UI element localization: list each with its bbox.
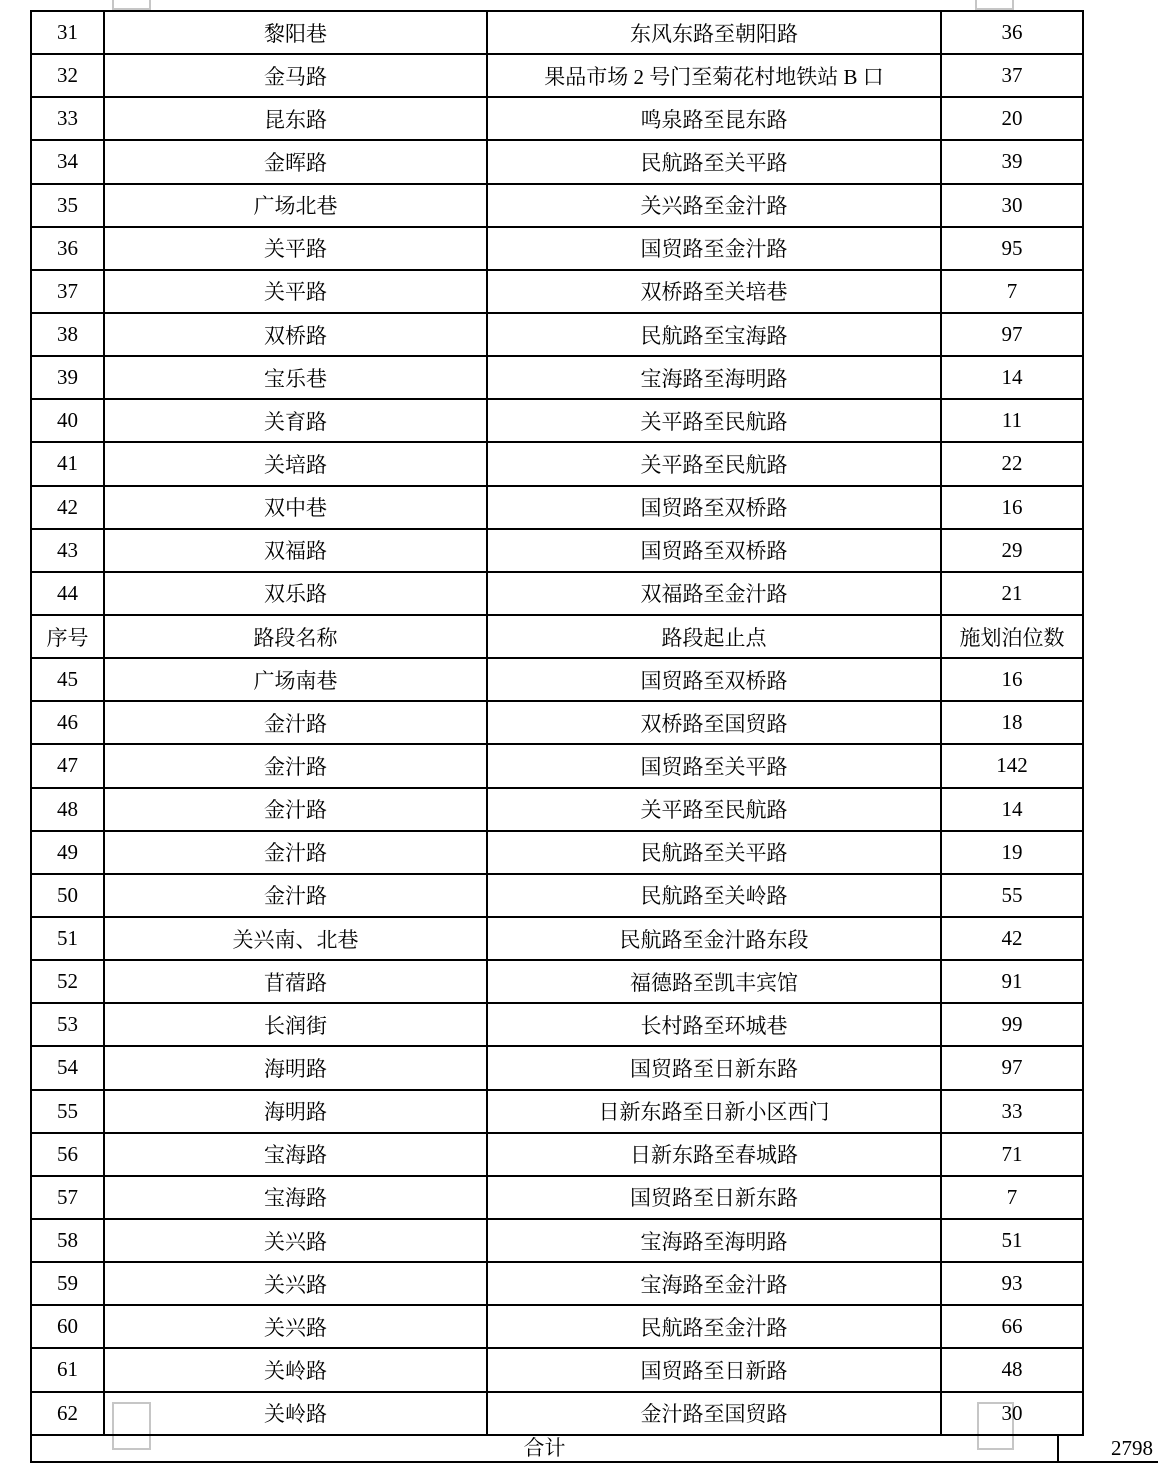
spaces-count-cell: 11 <box>941 399 1083 442</box>
total-label-cell <box>30 1436 1057 1463</box>
row-number-cell: 62 <box>31 1392 104 1435</box>
total-row <box>30 1436 1158 1463</box>
road-name-cell: 关岭路 <box>104 1392 487 1435</box>
segment-range-cell: 金汁路至国贸路 <box>487 1392 941 1435</box>
total-label: 合计 <box>523 1435 566 1460</box>
row-number-cell: 44 <box>31 572 104 615</box>
table-row <box>31 1090 1083 1133</box>
table-row <box>31 1133 1083 1176</box>
segment-range-cell: 民航路至关岭路 <box>487 874 941 917</box>
table-row <box>31 960 1083 1003</box>
table-row <box>31 917 1083 960</box>
parking-table-container <box>30 10 1158 1463</box>
segment-range-cell: 宝海路至海明路 <box>487 356 941 399</box>
table-row <box>31 486 1083 529</box>
table-row <box>31 227 1083 270</box>
column-header-cell: 序号 <box>31 615 104 658</box>
table-row <box>31 831 1083 874</box>
row-number-cell: 34 <box>31 140 104 183</box>
table-row <box>31 1219 1083 1262</box>
road-name-cell: 关岭路 <box>104 1348 487 1391</box>
segment-range-cell: 双福路至金汁路 <box>487 572 941 615</box>
table-row <box>31 1305 1083 1348</box>
row-number-cell: 57 <box>31 1176 104 1219</box>
table-row <box>31 744 1083 787</box>
road-name-cell: 苜蓿路 <box>104 960 487 1003</box>
table-row <box>31 356 1083 399</box>
row-number-cell: 53 <box>31 1003 104 1046</box>
road-name-cell: 关平路 <box>104 227 487 270</box>
segment-range-cell: 日新东路至日新小区西门 <box>487 1090 941 1133</box>
segment-range-cell: 长村路至环城巷 <box>487 1003 941 1046</box>
spaces-count-cell: 93 <box>941 1262 1083 1305</box>
spaces-count-cell: 97 <box>941 1046 1083 1089</box>
road-name-cell: 黎阳巷 <box>104 11 487 54</box>
parking-table <box>30 10 1084 1436</box>
spaces-count-cell: 30 <box>941 184 1083 227</box>
row-number-cell: 52 <box>31 960 104 1003</box>
segment-range-cell: 关兴路至金汁路 <box>487 184 941 227</box>
road-name-cell: 关育路 <box>104 399 487 442</box>
spaces-count-cell: 14 <box>941 788 1083 831</box>
spaces-count-cell: 91 <box>941 960 1083 1003</box>
segment-range-cell: 国贸路至关平路 <box>487 744 941 787</box>
segment-range-cell: 关平路至民航路 <box>487 442 941 485</box>
spaces-count-cell: 21 <box>941 572 1083 615</box>
segment-range-cell: 关平路至民航路 <box>487 788 941 831</box>
table-row <box>31 140 1083 183</box>
road-name-cell: 海明路 <box>104 1090 487 1133</box>
road-name-cell: 金马路 <box>104 54 487 97</box>
table-row <box>31 874 1083 917</box>
spaces-count-cell: 18 <box>941 701 1083 744</box>
row-number-cell: 56 <box>31 1133 104 1176</box>
spaces-count-cell: 71 <box>941 1133 1083 1176</box>
road-name-cell: 关兴南、北巷 <box>104 917 487 960</box>
segment-range-cell: 民航路至金汁路 <box>487 1305 941 1348</box>
road-name-cell: 宝海路 <box>104 1176 487 1219</box>
table-row <box>31 313 1083 356</box>
segment-range-cell: 国贸路至双桥路 <box>487 658 941 701</box>
road-name-cell: 广场南巷 <box>104 658 487 701</box>
row-number-cell: 35 <box>31 184 104 227</box>
road-name-cell: 宝乐巷 <box>104 356 487 399</box>
spaces-count-cell: 7 <box>941 1176 1083 1219</box>
spaces-count-cell: 29 <box>941 529 1083 572</box>
road-name-cell: 宝海路 <box>104 1133 487 1176</box>
road-name-cell: 关兴路 <box>104 1262 487 1305</box>
road-name-cell: 关培路 <box>104 442 487 485</box>
segment-range-cell: 民航路至宝海路 <box>487 313 941 356</box>
row-number-cell: 61 <box>31 1348 104 1391</box>
parking-table-body <box>31 11 1083 1435</box>
road-name-cell: 金汁路 <box>104 744 487 787</box>
road-name-cell: 关兴路 <box>104 1219 487 1262</box>
column-header-cell: 路段名称 <box>104 615 487 658</box>
segment-range-cell: 鸣泉路至昆东路 <box>487 97 941 140</box>
spaces-count-cell: 33 <box>941 1090 1083 1133</box>
table-row <box>31 658 1083 701</box>
row-number-cell: 37 <box>31 270 104 313</box>
segment-range-cell: 国贸路至日新路 <box>487 1348 941 1391</box>
row-number-cell: 51 <box>31 917 104 960</box>
table-row <box>31 529 1083 572</box>
segment-range-cell: 东风东路至朝阳路 <box>487 11 941 54</box>
road-name-cell: 关兴路 <box>104 1305 487 1348</box>
row-number-cell: 60 <box>31 1305 104 1348</box>
total-value: 2798 <box>1111 1435 1153 1460</box>
road-name-cell: 海明路 <box>104 1046 487 1089</box>
road-name-cell: 双桥路 <box>104 313 487 356</box>
column-header-cell: 施划泊位数 <box>941 615 1083 658</box>
segment-range-cell: 国贸路至日新东路 <box>487 1176 941 1219</box>
spaces-count-cell: 36 <box>941 11 1083 54</box>
row-number-cell: 31 <box>31 11 104 54</box>
row-number-cell: 39 <box>31 356 104 399</box>
row-number-cell: 41 <box>31 442 104 485</box>
segment-range-cell: 果品市场 2 号门至菊花村地铁站 B 口 <box>487 54 941 97</box>
road-name-cell: 双中巷 <box>104 486 487 529</box>
row-number-cell: 59 <box>31 1262 104 1305</box>
segment-range-cell: 国贸路至双桥路 <box>487 529 941 572</box>
segment-range-cell: 关平路至民航路 <box>487 399 941 442</box>
segment-range-cell: 双桥路至国贸路 <box>487 701 941 744</box>
spaces-count-cell: 97 <box>941 313 1083 356</box>
row-number-cell: 58 <box>31 1219 104 1262</box>
page-edge-artifact-top-right <box>975 0 1014 10</box>
spaces-count-cell: 51 <box>941 1219 1083 1262</box>
table-row <box>31 54 1083 97</box>
segment-range-cell: 双桥路至关培巷 <box>487 270 941 313</box>
spaces-count-cell: 16 <box>941 486 1083 529</box>
row-number-cell: 32 <box>31 54 104 97</box>
table-row <box>31 1392 1083 1435</box>
road-name-cell: 关平路 <box>104 270 487 313</box>
row-number-cell: 40 <box>31 399 104 442</box>
segment-range-cell: 国贸路至双桥路 <box>487 486 941 529</box>
road-name-cell: 双乐路 <box>104 572 487 615</box>
spaces-count-cell: 30 <box>941 1392 1083 1435</box>
table-row <box>31 11 1083 54</box>
road-name-cell: 金汁路 <box>104 874 487 917</box>
spaces-count-cell: 95 <box>941 227 1083 270</box>
row-number-cell: 45 <box>31 658 104 701</box>
segment-range-cell: 日新东路至春城路 <box>487 1133 941 1176</box>
table-row <box>31 399 1083 442</box>
road-name-cell: 金汁路 <box>104 831 487 874</box>
segment-range-cell: 福德路至凯丰宾馆 <box>487 960 941 1003</box>
row-number-cell: 50 <box>31 874 104 917</box>
table-row <box>31 184 1083 227</box>
table-row <box>31 1046 1083 1089</box>
table-row <box>31 1262 1083 1305</box>
table-row <box>31 270 1083 313</box>
row-number-cell: 47 <box>31 744 104 787</box>
segment-range-cell: 宝海路至金汁路 <box>487 1262 941 1305</box>
spaces-count-cell: 42 <box>941 917 1083 960</box>
table-row <box>31 97 1083 140</box>
row-number-cell: 38 <box>31 313 104 356</box>
table-row <box>31 1348 1083 1391</box>
row-number-cell: 49 <box>31 831 104 874</box>
road-name-cell: 金汁路 <box>104 788 487 831</box>
table-row <box>31 1176 1083 1219</box>
page-edge-artifact-top-left <box>112 0 151 10</box>
spaces-count-cell: 48 <box>941 1348 1083 1391</box>
spaces-count-cell: 19 <box>941 831 1083 874</box>
row-number-cell: 36 <box>31 227 104 270</box>
column-header-cell: 路段起止点 <box>487 615 941 658</box>
row-number-cell: 55 <box>31 1090 104 1133</box>
road-name-cell: 广场北巷 <box>104 184 487 227</box>
spaces-count-cell: 39 <box>941 140 1083 183</box>
segment-range-cell: 民航路至关平路 <box>487 140 941 183</box>
segment-range-cell: 国贸路至日新东路 <box>487 1046 941 1089</box>
spaces-count-cell: 66 <box>941 1305 1083 1348</box>
road-name-cell: 昆东路 <box>104 97 487 140</box>
road-name-cell: 金汁路 <box>104 701 487 744</box>
row-number-cell: 54 <box>31 1046 104 1089</box>
row-number-cell: 33 <box>31 97 104 140</box>
segment-range-cell: 民航路至关平路 <box>487 831 941 874</box>
spaces-count-cell: 22 <box>941 442 1083 485</box>
row-number-cell: 42 <box>31 486 104 529</box>
table-row <box>31 788 1083 831</box>
spaces-count-cell: 16 <box>941 658 1083 701</box>
spaces-count-cell: 99 <box>941 1003 1083 1046</box>
spaces-count-cell: 7 <box>941 270 1083 313</box>
spaces-count-cell: 142 <box>941 744 1083 787</box>
segment-range-cell: 国贸路至金汁路 <box>487 227 941 270</box>
spaces-count-cell: 20 <box>941 97 1083 140</box>
row-number-cell: 43 <box>31 529 104 572</box>
spaces-count-cell: 55 <box>941 874 1083 917</box>
table-row <box>31 572 1083 615</box>
road-name-cell: 长润街 <box>104 1003 487 1046</box>
table-row <box>31 701 1083 744</box>
spaces-count-cell: 14 <box>941 356 1083 399</box>
table-row <box>31 442 1083 485</box>
segment-range-cell: 民航路至金汁路东段 <box>487 917 941 960</box>
total-value-cell <box>1057 1436 1158 1463</box>
row-number-cell: 46 <box>31 701 104 744</box>
spaces-count-cell: 37 <box>941 54 1083 97</box>
road-name-cell: 金晖路 <box>104 140 487 183</box>
road-name-cell: 双福路 <box>104 529 487 572</box>
column-header-row <box>31 615 1083 658</box>
row-number-cell: 48 <box>31 788 104 831</box>
segment-range-cell: 宝海路至海明路 <box>487 1219 941 1262</box>
table-row <box>31 1003 1083 1046</box>
